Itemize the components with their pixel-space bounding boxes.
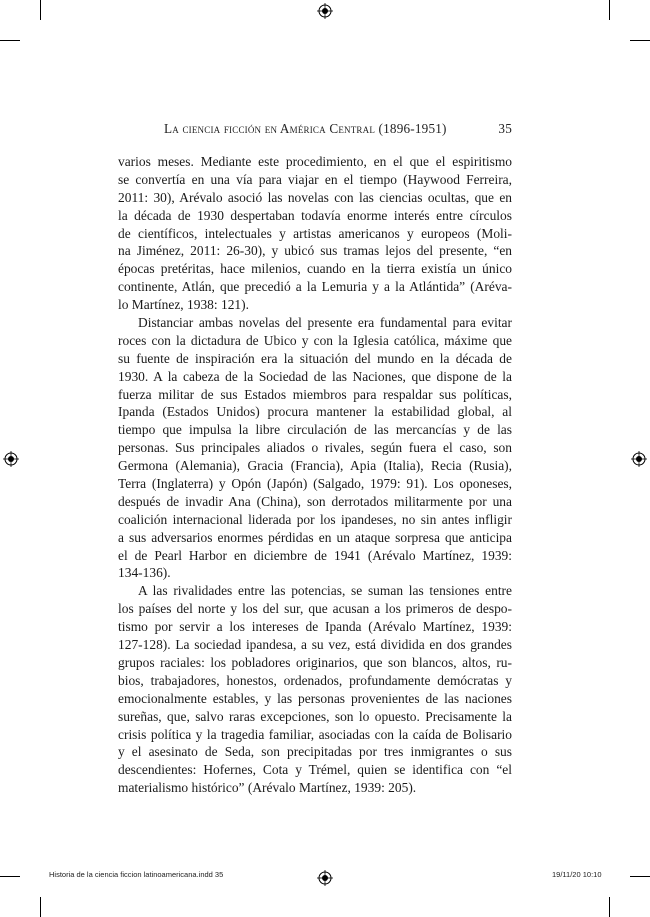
text-line: sureñas, que, salvo raras excepciones, son lo opuesto. Precisamente la bbox=[118, 708, 512, 724]
page-number: 35 bbox=[498, 121, 512, 136]
paragraph bbox=[118, 582, 512, 797]
running-head-title: La ciencia ficción en América Central (1896-1951) bbox=[164, 121, 447, 136]
text-line: continente, Atlán, que precedió a la Lemuria y a la Atlántida” (Aréva- bbox=[118, 279, 512, 295]
text-line: Ipanda (Estados Unidos) procura mantener la estabilidad global, al bbox=[118, 404, 512, 420]
text-line: descendientes: Hofernes, Cota y Trémel, quien se identifica con “el bbox=[118, 762, 512, 778]
text-line: la década de 1930 despertaban todavía enorme interés entre círculos bbox=[118, 207, 512, 223]
crop-mark-bottom-right-h bbox=[630, 876, 650, 877]
paragraph bbox=[118, 314, 512, 582]
text-line: épocas pretéritas, hace milenios, cuando en la tierra existía un único bbox=[118, 261, 512, 277]
running-head bbox=[118, 121, 512, 137]
text-line: A las rivalidades entre las potencias, se suman las tensiones entre bbox=[138, 583, 512, 599]
crop-mark-bottom-left-h bbox=[0, 876, 20, 877]
text-line: roces con la dictadura de Ubico y con la Iglesia católica, máxime que bbox=[118, 332, 512, 348]
text-line: 2011: 30), Arévalo asoció las novelas con las ciencias ocultas, que en bbox=[118, 189, 512, 205]
crop-mark-top-right-h bbox=[630, 40, 650, 41]
text-line: na Jiménez, 2011: 26-30), y ubicó sus tramas lejos del presente, “en bbox=[118, 243, 512, 259]
text-line: crisis política y la tragedia familiar, asociadas con la caída de Bolisario bbox=[118, 726, 512, 742]
text-line: Germona (Alemania), Gracia (Francia), Apia (Italia), Recia (Rusia), bbox=[118, 458, 512, 474]
text-line: de científicos, intelectuales y artistas americanos y europeos (Moli- bbox=[118, 225, 512, 241]
text-line: Terra (Inglaterra) y Opón (Japón) (Salgado, 1979: 91). Los oponeses, bbox=[118, 476, 512, 492]
crop-mark-top-left-v bbox=[40, 0, 41, 20]
text-line: emocionalmente estables, y las personas provenientes de las naciones bbox=[118, 690, 512, 706]
registration-mark-icon bbox=[3, 451, 19, 467]
slug-filename: Historia de la ciencia ficcion latinoamericana.indd 35 bbox=[49, 870, 224, 879]
text-line: coalición internacional liderada por los ipandeses, no sin antes infligir bbox=[118, 511, 512, 527]
crop-mark-top-right-v bbox=[609, 0, 610, 20]
text-line: Distanciar ambas novelas del presente era fundamental para evitar bbox=[138, 315, 512, 331]
registration-mark-icon bbox=[631, 451, 647, 467]
text-line: grupos raciales: los pobladores originarios, que son blancos, altos, ru- bbox=[118, 654, 512, 670]
crop-mark-top-left-h bbox=[0, 40, 20, 41]
registration-mark-icon bbox=[317, 870, 333, 886]
crop-mark-bottom-right-v bbox=[609, 897, 610, 917]
text-line: bios, trabajadores, honestos, ordenados, profundamente demócratas y bbox=[118, 672, 512, 688]
text-line: el de Pearl Harbor en diciembre de 1941 (Arévalo Martínez, 1939: bbox=[118, 547, 512, 563]
slug-datetime: 19/11/20 10:10 bbox=[552, 870, 602, 879]
text-line: a sus adversarios enormes pérdidas en un ataque sorpresa que anticipa bbox=[118, 529, 512, 545]
text-line: se convertía en una vía para viajar en el tiempo (Haywood Ferreira, bbox=[118, 171, 512, 187]
text-line: 127-128). La sociedad ipandesa, a su vez, está dividida en dos grandes bbox=[118, 637, 512, 653]
text-line: personas. Sus principales aliados o rivales, según fuera el caso, son bbox=[118, 440, 512, 456]
registration-mark-icon bbox=[317, 3, 333, 19]
text-line: tiempo que impulsa la libre circulación de las mercancías y de las bbox=[118, 422, 512, 438]
text-line: varios meses. Mediante este procedimiento, en el que el espiritismo bbox=[118, 154, 512, 169]
crop-mark-bottom-left-v bbox=[40, 897, 41, 917]
text-line: 1930. A la cabeza de la Sociedad de las Naciones, que dispone de la bbox=[118, 368, 512, 384]
text-line: tismo por servir a los intereses de Ipanda (Arévalo Martínez, 1939: bbox=[118, 619, 512, 635]
text-line: 134-136). bbox=[118, 565, 171, 581]
text-line: los países del norte y los del sur, que acusan a los primeros de despo- bbox=[118, 601, 512, 617]
paragraph bbox=[118, 153, 512, 314]
text-line: y el asesinato de Seda, son precipitadas por tres inmigrantes o sus bbox=[118, 744, 512, 760]
text-line: fuerza militar de sus Estados miembros para respaldar sus políticas, bbox=[118, 386, 512, 402]
text-line: su fuente de inspiración era la situación del mundo en la década de bbox=[118, 350, 512, 366]
text-line: lo Martínez, 1938: 121). bbox=[118, 297, 249, 313]
text-line: después de invadir Ana (China), son derrotados militarmente por una bbox=[118, 493, 512, 509]
body-text bbox=[118, 153, 512, 797]
text-line: materialismo histórico” (Arévalo Martínez, 1939: 205). bbox=[118, 780, 417, 796]
